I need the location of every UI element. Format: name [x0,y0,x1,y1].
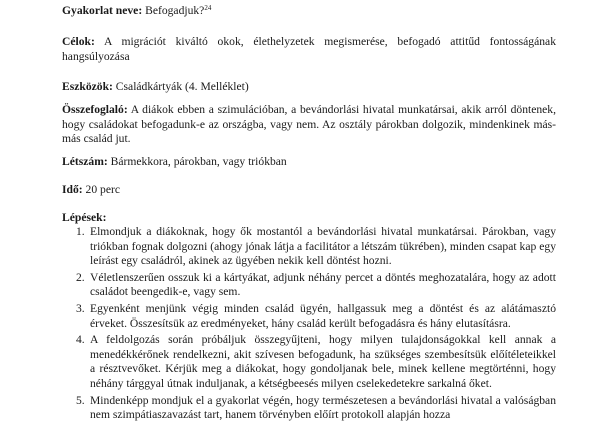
step-number: 3. [76,301,85,315]
step-number: 2. [76,270,85,284]
step-text: Elmondjuk a diákoknak, hogy ők mostantól a bevándorlási hivatal munkatársai. Párokban, vagy triókban fognak dolgozni (ahogy jónak látja a facilitátor a létszám tükrében), minden csapat kap egy leírást egy családról, akinek az ügyében nekik kell döntést hozni. [90,225,556,268]
exercise-name-label: Gyakorlat neve: [62,4,143,17]
list-item [62,271,556,300]
tools-row [62,80,249,95]
duration-value: 20 perc [85,183,120,196]
goals-label: Célok: [62,35,95,48]
goals-paragraph [62,35,556,64]
list-item [62,394,556,423]
step-text: Mindenképp mondjuk el a gyakorlat végén, hogy természetesen a bevándorlási hivatal a valóságban nem szimpátiaszavazást tart, hanem törvényben előírt protokoll alapján hozza [90,393,556,422]
tools-label: Eszközök: [62,80,113,93]
step-number: 1. [76,225,85,238]
group-size-value: Bármekkora, párokban, vagy triókban [110,155,287,168]
steps-list [62,225,556,425]
footnote-ref[interactable]: 24 [204,4,212,12]
tools-value: Családkártyák (4. Melléklet) [115,80,249,93]
list-item [62,225,556,269]
steps-heading: Lépések: [62,211,107,224]
step-text: A feldolgozás során próbáljuk összegyűjteni, hogy milyen tulajdonságokkal kell annak a menedékkérőnek rendelkezni, akit szívesen befogadunk, ha szükséges szembesítsük előítéleteikkel a résztvevőket. Kérjük meg a diákokat, hogy gondoljanak bele, minek kellene megtörténni, hogy néhány tárggyal útnak induljanak, a kétségbeesés milyen cselekedetekre sarkalná őket. [90,333,556,390]
step-number: 4. [76,333,85,347]
summary-paragraph [62,103,556,147]
step-number: 5. [76,393,85,407]
exercise-name-value: Befogadjuk? [145,4,205,17]
duration-row [62,183,120,198]
duration-label: Idő: [62,183,83,196]
group-size-row [62,155,287,170]
list-item [62,302,556,331]
summary-value: A diákok ebben a szimulációban, a bevándorlási hivatal munkatársai, akik arról döntenek, hogy családokat befogadunk-e az országba, vagy nem. Az osztály párokban dolgozik, mindenkinek más-más család jut. [62,103,556,146]
step-text: Véletlenszerűen osszuk ki a kártyákat, adjunk néhány percet a döntés meghozatalára, hogy az adott családot beengedik-e, vagy sem. [90,270,556,299]
goals-value: A migrációt kiváltó okok, élethelyzetek megismerése, befogadó attitűd fontosságának hangsúlyozása [62,35,556,63]
summary-label: Összefoglaló: [62,103,128,116]
step-text: Egyenként menjünk végig minden család ügyén, hallgassuk meg a döntést és az alátámasztó érveket. Összesítsük az eredményeket, hány család került befogadásra és hány elutasításra. [90,301,556,330]
exercise-name-row [62,4,211,19]
group-size-label: Létszám: [62,155,108,168]
list-item [62,333,556,391]
